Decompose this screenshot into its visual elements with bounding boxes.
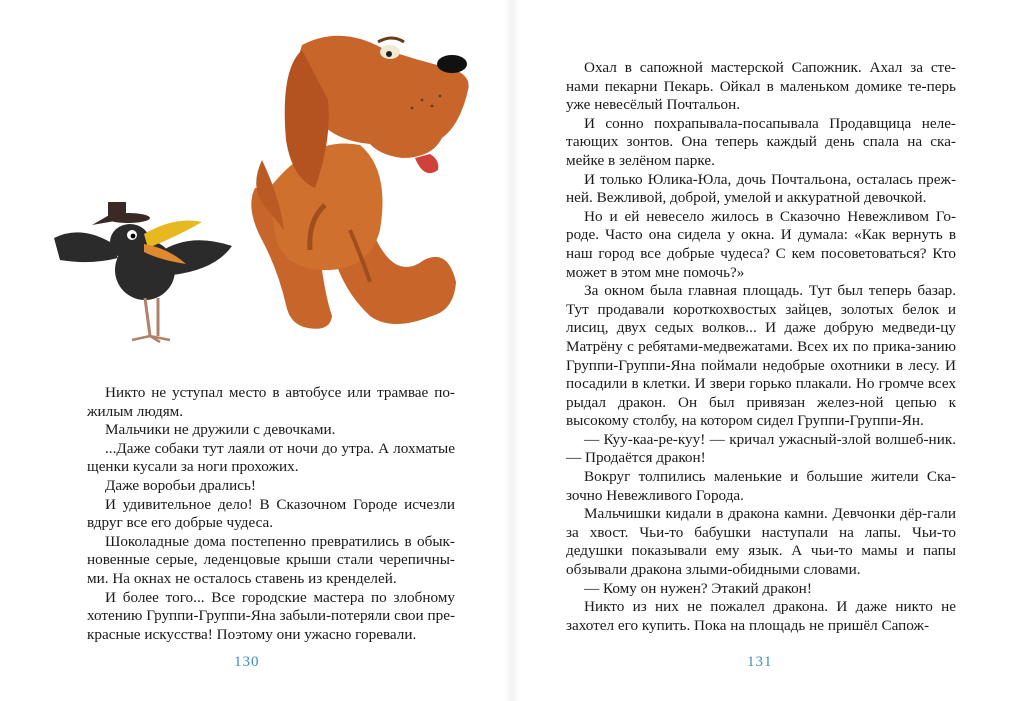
dog-illustration: [251, 36, 468, 329]
paragraph: — Куу-каа-ре-куу! — кричал ужасный-злой волшеб-ник. — Продаётся дракон!: [566, 430, 956, 467]
paragraph: Охал в сапожной мастерской Сапожник. Ахал за сте-нами пекарни Пекарь. Ойкал в маленьком домике те-перь уже невесёлый Почтальон.: [566, 59, 956, 114]
page-number-left: 130: [234, 654, 260, 670]
paragraph: Никто из них не пожалел дракона. И даже никто не захотел его купить. Пока на площадь не пришёл Сапож-: [566, 598, 956, 634]
paragraph: И сонно похрапывала-посапывала Продавщица неле-тающих зонтов. Она теперь каждый день спала на ска-мейке в зелёном парке.: [566, 114, 956, 169]
paragraph: — Кому он нужен? Этакий дракон!: [584, 579, 812, 597]
paragraph: Даже воробьи дрались!: [105, 476, 256, 494]
paragraph: За окном была главная площадь. Тут был теперь базар. Тут продавали короткохвостых зайцев, золотых белок и лисиц, двух седых волков... И даже добрую медведи-цу Матрёну с ребятами-медвежатами. Всех их по прика-занию Группи-Группи-Яна поймали недобрые охотники в лесу. И посадили в клетки. И звери горько плакали. Но громче всех рыдал дракон. Он был привязан желез-ной цепью к высокому столбу, на котором сидел Группи-Группи-Ян.: [566, 282, 956, 430]
left-page-text: [87, 384, 455, 644]
paragraph: И удивительное дело! В Сказочном Городе исчезли вдруг все его добрые чудеса.: [87, 495, 455, 532]
paragraph: Вокруг толпились маленькие и большие жители Ска-зочно Невежливого Города.: [566, 468, 956, 504]
paragraph: ...Даже собаки тут лаяли от ночи до утра. А лохматые щенки кусали за ноги прохожих.: [87, 439, 455, 476]
paragraph: Мальчишки кидали в дракона камни. Девчонки дёр-гали за хвост. Чьи-то бабушки наступали на лапы. Чьи-то дедушки показывали ему язык. А чьи-то мамы и папы обзывали дракона злыми-обидными словами.: [566, 505, 956, 579]
right-page-text: [566, 59, 956, 635]
right-page: [512, 0, 1024, 701]
paragraph: И более того... Все городские мастера по злобному хотению Группи-Группи-Яна забыли-потеряли свои пре-красные искусства! Поэтому они ужасно горевали.: [87, 588, 455, 643]
crow-illustration: [54, 202, 232, 342]
page-number-right: 131: [747, 654, 773, 670]
paragraph: Шоколадные дома постепенно превратились в обык-новенные серые, леденцовые крыши стали черепичны-ми. На окнах не осталось ставень из кренделей.: [87, 532, 455, 587]
paragraph: И только Юлика-Юла, дочь Почтальона, осталась преж-ней. Вежливой, доброй, умелой и аккуратной девочкой.: [566, 170, 956, 207]
paragraph: Но и ей невесело жилось в Сказочно Невежливом Го-роде. Часто она сидела у окна. И думала: «Как вернуть в наш город все добрые чудеса? С кем посоветоваться? Кто может в этом мне помочь?»: [566, 207, 956, 281]
paragraph: Мальчики не дружили с девочками.: [105, 421, 336, 439]
dog-and-crow-illustration: [40, 20, 500, 360]
paragraph: Никто не уступал место в автобусе или трамвае по-жилым людям.: [87, 384, 455, 420]
